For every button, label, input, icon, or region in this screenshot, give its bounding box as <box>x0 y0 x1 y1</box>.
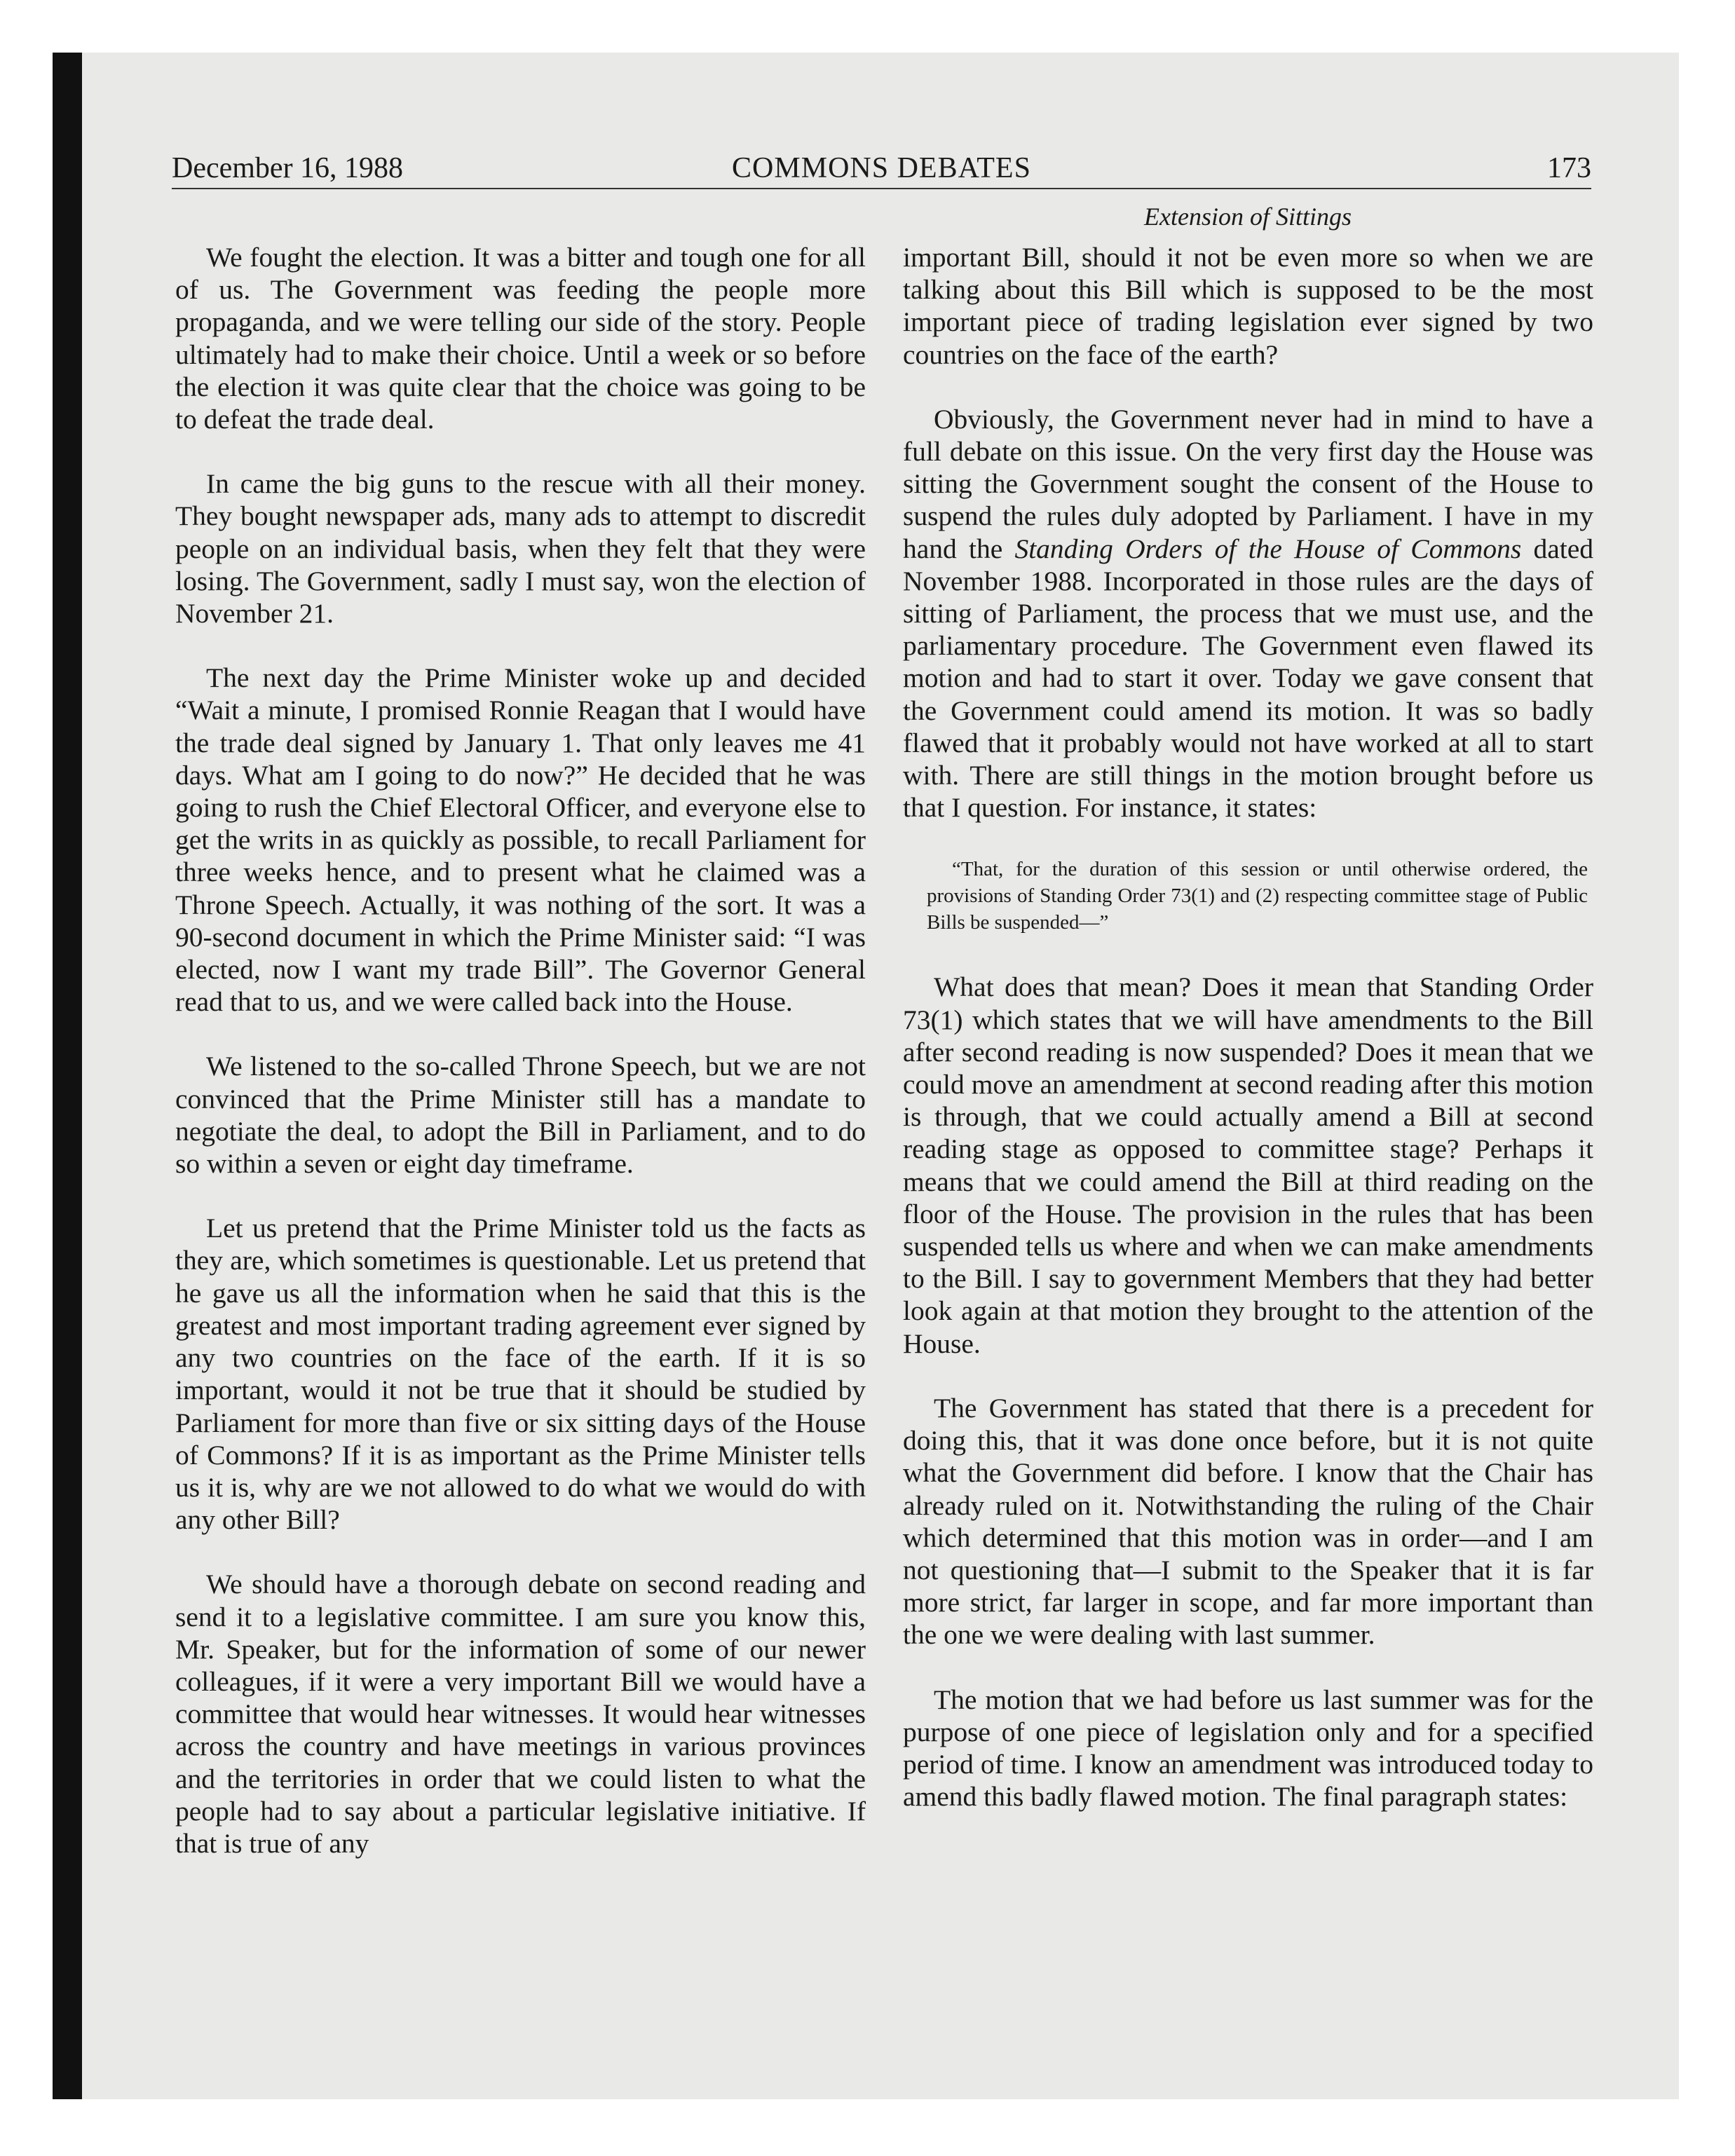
paragraph: What does that mean? Does it mean that Standing Order 73(1) which states that we will have amendments to the Bill after second reading is now suspended? Does it mean that we could move an amendment at second reading after this motion is through, that we could actually amend a Bill at second reading stage as opposed to committee stage? Perhaps it means that we could amend the Bill at third reading on the floor of the House. The provision in the rules that has been suspended tells us where and when we can make amendments to the Bill. I say to government Members that they had better look again at that motion they brought to the attention of the House. <box>903 971 1593 1359</box>
paragraph-text: Obviously, the Government never had in mind to have a full debate on this issue. On the very first day the House was sitting the Government sought the consent of the House to suspend the rules duly adopted by Parliament. I have in my hand the <box>903 403 1593 564</box>
document-title: Standing Orders of the House of Commons <box>1014 533 1522 564</box>
right-column <box>903 241 1593 1845</box>
paragraph: The next day the Prime Minister woke up and decided “Wait a minute, I promised Ronnie Reagan that I would have the trade deal signed by January 1. That only leaves me 41 days. What am I going to do now?” He decided that he was going to rush the Chief Electoral Officer, and everyone else to get the writs in as quickly as possible, to recall Parliament for three weeks hence, and to present what he claimed was a Throne Speech. Actually, it was nothing of the sort. It was a 90-second document in which the Prime Minister said: “I was elected, now I want my trade Bill”. The Governor General read that to us, and we were called back into the House. <box>175 662 866 1018</box>
header-journal-title: COMMONS DEBATES <box>732 152 1031 184</box>
paragraph <box>903 403 1593 824</box>
paragraph: We should have a thorough debate on second reading and send it to a legislative committee. I am sure you know this, Mr. Speaker, but for the information of some of our newer colleagues, if it were a very important Bill we would have a committee that would hear witnesses. It would hear witnesses across the country and have meetings in various provinces and the territories in order that we could listen to what the people had to say about a particular legislative initiative. If that is true of any <box>175 1569 866 1859</box>
quoted-motion: “That, for the duration of this session or until otherwise ordered, the provisions of Standing Order 73(1) and (2) respecting committee stage of Public Bills be suspended—” <box>927 858 1588 934</box>
section-heading: Extension of Sittings <box>1144 203 1352 231</box>
paragraph-continuation: important Bill, should it not be even more so when we are talking about this Bill which is supposed to be the most important piece of trading legislation ever signed by two countries on the face of the earth? <box>903 242 1593 370</box>
paragraph: In came the big guns to the rescue with all their money. They bought newspaper ads, many ads to attempt to discredit people on an individual basis, when they felt that they were losing. The Government, sadly I must say, won the election of November 21. <box>175 468 866 629</box>
header-date: December 16, 1988 <box>172 152 404 184</box>
paragraph: The Government has stated that there is a precedent for doing this, that it was done once before, but it is not quite what the Government did before. I know that the Chair has already ruled on it. Notwithstanding the ruling of the Chair which determined that this motion was in order—and I am not questioning that—I submit to the Speaker that it is far more strict, far larger in scope, and far more important than the one we were dealing with last summer. <box>903 1392 1593 1651</box>
paragraph: The motion that we had before us last summer was for the purpose of one piece of legislation only and for a specified period of time. I know an amendment was introduced today to amend this badly flawed motion. The final paragraph states: <box>903 1684 1593 1813</box>
paragraph: We fought the election. It was a bitter and tough one for all of us. The Government was feeding the people more propaganda, and we were telling our side of the story. People ultimately had to make their choice. Until a week or so before the election it was quite clear that the choice was going to be to defeat the trade deal. <box>175 242 866 435</box>
paragraph: Let us pretend that the Prime Minister told us the facts as they are, which sometimes is questionable. Let us pretend that he gave us all the information when he said that this is the greatest and most important trading agreement ever signed by any two countries on the face of the earth. If it is so important, would it not be true that it should be studied by Parliament for more than five or six sitting days of the House of Commons? If it is as important as the Prime Minister tells us it is, why are we not allowed to do what we would do with any other Bill? <box>175 1213 866 1536</box>
paragraph: We listened to the so-called Throne Speech, but we are not convinced that the Prime Minister still has a mandate to negotiate the deal, to adopt the Bill in Parliament, and to do so within a seven or eight day timeframe. <box>175 1051 866 1180</box>
left-column <box>175 241 866 1892</box>
header-page-number: 173 <box>1547 152 1591 184</box>
scan-binding-edge <box>53 53 82 2099</box>
paragraph-text: dated November 1988. Incorporated in those rules are the days of sitting of Parliament, the process that we must use, and the parliamentary procedure. The Government even flawed its motion and had to start it over. Today we gave consent that the Government could amend its motion. It was so badly flawed that it probably would not have worked at all to start with. There are still things in the motion brought before us that I question. For instance, it states: <box>903 533 1593 824</box>
page-header <box>172 149 1591 189</box>
